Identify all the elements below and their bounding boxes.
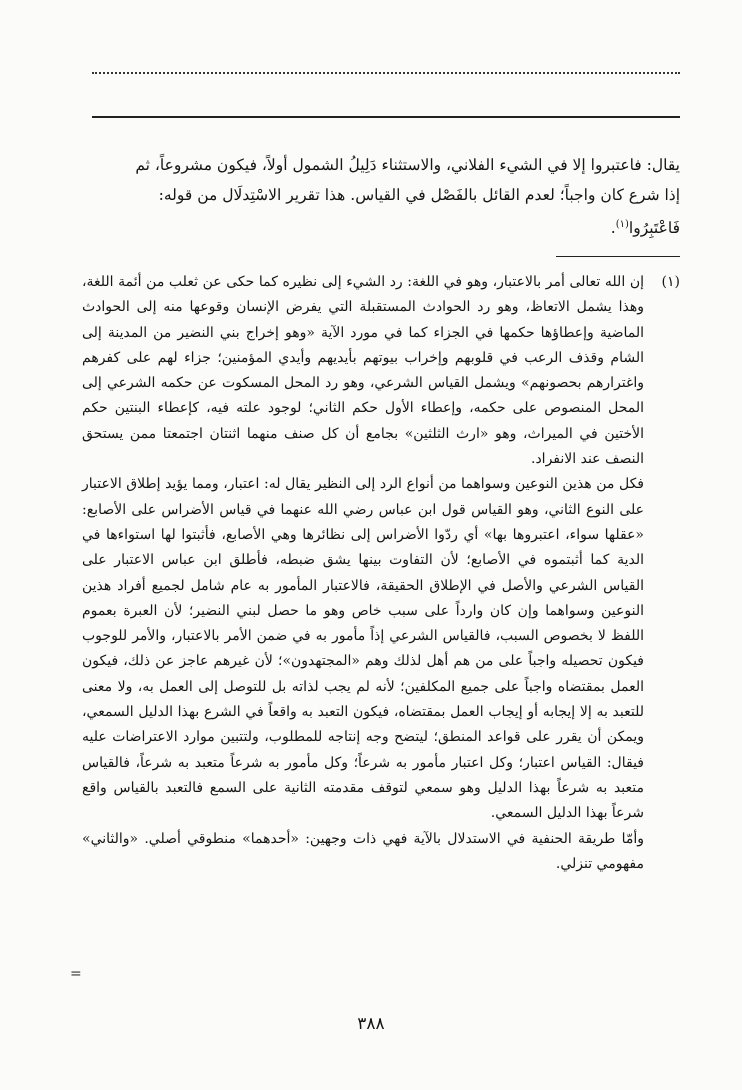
footnote-paragraph: فكل من هذين النوعين وسواهما من أنواع الرد إلى النظير يقال له: اعتبار، ومما يؤيد إطلاق الاعتبار على النوع الثاني، وهو القياس قول ابن عباس رضي الله عنهما في قياس الأضراس على الأصابع: «عقلها سواء، اعتبروها بها» أي ردّوا الأضراس إلى نظائرها وهي الأصابع، فأثبتوا لها استواءها في الدية كما أثبتموه في الأصابع؛ لأن التفاوت بينها يشق ضبطه، فأطلق ابن عباس الاعتبار على القياس الشرعي والأصل في الإطلاق الحقيقة، فالاعتبار المأمور به عام شامل لجميع أفراد هذين النوعين وسواهما وإن كان وارداً على سبب خاص وهو ما حصل لبني النضير؛ لأن العبرة بعموم اللفظ لا بخصوص السبب، فالقياس الشرعي إذاً مأمور به في ضمن الأمر بالاعتبار، والأمر للوجوب فيكون تحصيله واجباً على من هم أهل لذلك وهم «المجتهدون»؛ لأن غيرهم عاجز عن ذلك، فيكون العمل بمقتضاه واجباً على جميع المكلفين؛ لأنه لم يجب لذاته بل للتوصل إلى العمل به، ولا معنى للتعبد به إلا إيجابه أو إيجاب العمل بمقتضاه، فيكون التعبد به واقعاً في الشرع بهذا الدليل السمعي، ويمكن أن يقرر على قواعد المنطق؛ ليتضح وجه إنتاجه للمطلوب، ولتتبين موارد الاعتراضات عليه فيقال: القياس اعتبار؛ وكل اعتبار مأمور به شرعاً؛ وكل مأمور به شرعاً متعبد به شرعاً، فالقياس متعبد به شرعاً بهذا الدليل وهو سمعي لتوقف مقدمته الثانية على السمع فالتعبد بالقياس واقع شرعاً بهذا الدليل السمعي. xyxy=(82,476,644,822)
footnote-block xyxy=(82,270,680,877)
footnote xyxy=(82,270,680,877)
page-number: ٣٨٨ xyxy=(357,1014,385,1034)
footnote-paragraph: إن الله تعالى أمر بالاعتبار، وهو في اللغة: رد الشيء إلى نظيره كما حكى عن ثعلب من أئمة اللغة، وهذا يشمل الاتعاظ، وهو رد الحوادث المستقبلة التي يفرض الإنسان وقوعها منه إلى الحوادث الماضية وإعطاؤها حكمها في الجزاء كما في مورد الآية «وهو إخراج بني النضير من المدينة إلى الشام وقذف الرعب في قلوبهم وإخراب بيوتهم بأيديهم وأيدي المؤمنين؛ جزاء لهم على كفرهم واغترارهم بحصونهم» ويشمل القياس الشرعي، وهو رد المحل المسكوت عن حكمه الشرعي إلى المحل المنصوص على حكمه، وإعطاء الأول حكم الثاني؛ لوجود علته فيه، كإعطاء البنتين حكم الأختين في الميراث، وهو «ارث الثلثين» بجامع أن كل صنف منهما اثنتان اجتمعتا ممن يستحق النصف عند الانفراد. xyxy=(82,274,644,468)
footnote-body xyxy=(82,270,644,877)
footnote-reference: (١) xyxy=(615,219,629,230)
footnote-number: (١) xyxy=(661,274,680,290)
footnote-rule xyxy=(556,256,680,257)
footnote-paragraph: وأمّا طريقة الحنفية في الاستدلال بالآية فهي ذات وجهين: «أحدهما» منطوقي أصلي. «والثاني» مفهومي تنزلي. xyxy=(82,830,644,872)
main-line-last xyxy=(82,210,680,243)
main-line: إذا شرع كان واجباً؛ لعدم القائل بالفَصْل في القياس. هذا تقرير الاسْتِدلَال من قوله: xyxy=(158,186,680,204)
main-text xyxy=(82,150,680,243)
margin-marker: = xyxy=(70,966,82,982)
dotted-separator xyxy=(92,72,680,74)
main-line: يقال: فاعتبروا إلا في الشيء الفلاني، والاستثناء دَلِيلُ الشمول أولاً، فيكون مشروعاً، ثم xyxy=(135,156,680,174)
quoted-verse: فَاعْتَبِرُوا xyxy=(628,219,680,238)
top-rule xyxy=(92,116,680,118)
end-mark: . xyxy=(610,219,616,238)
